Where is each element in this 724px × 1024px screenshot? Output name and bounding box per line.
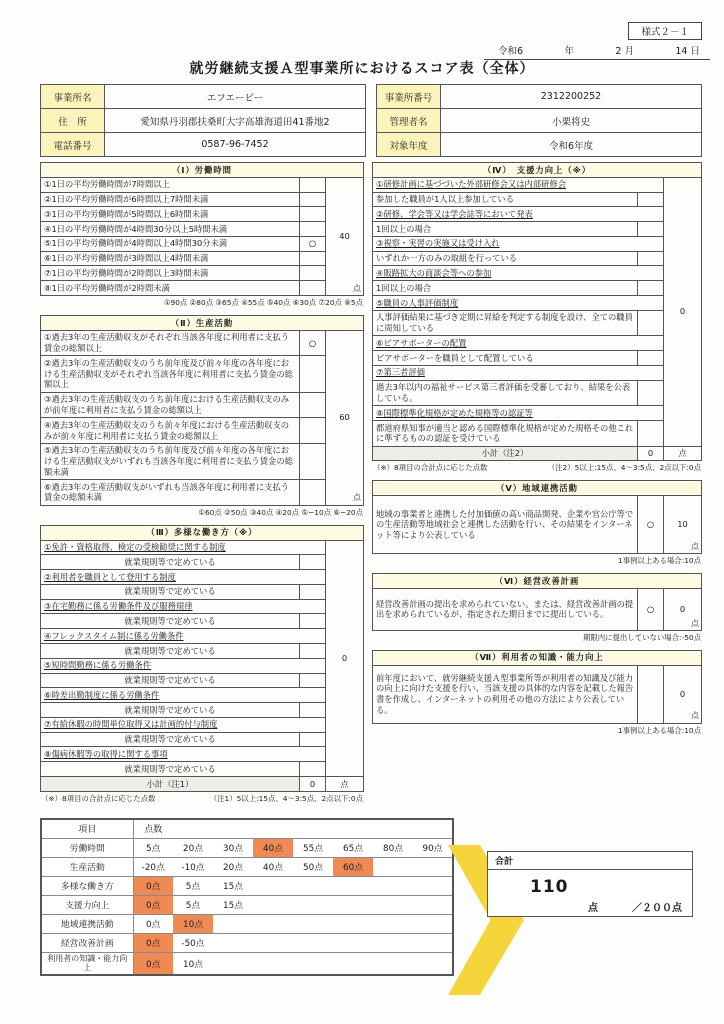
item-title: ④販路拡大の商談会等への参加 [373,266,664,281]
criteria-text: ①過去3年の生産活動収支がそれぞれ当該各年度に利用者に支払う賃金の総額以上 [41,330,300,356]
criteria-text: ⑤1日の平均労働時間が4時間以上4時間30分未満 [41,236,300,251]
section-header: （Ⅲ）多様な働き方（※） [41,525,364,540]
item-title: ⑤短時間勤務に係る労働条件 [41,658,326,673]
table-row [41,717,364,732]
summary-row-label: 多様な働き方 [41,876,133,895]
table-row [373,380,702,406]
mark-cell [299,418,325,444]
table-row [373,421,702,447]
criteria-text: ②1日の平均労働時間が6時間以上7時間未満 [41,192,300,207]
office-info-left [40,84,366,157]
mark-cell [637,421,663,447]
summary-row: 地域連携活動 0点 10点 [41,914,453,933]
condition-text: 就業規則等で定めている [41,555,300,570]
mark-cell [299,480,325,506]
summary-row: 支援力向上 0点 5点 15点 [41,895,453,914]
table-row [41,540,364,555]
condition-text: 過去3年以内の福祉サービス第三者評価を受審しており、結果を公表している。 [373,380,638,406]
mark-cell [300,673,326,688]
item-title: ⑥時差出勤制度に係る労働条件 [41,688,326,703]
item-title: ⑧傷病休暇等の取得に関する事項 [41,747,326,762]
date-day: 14 日 [675,46,700,57]
table-row [41,555,364,570]
selected-score-cell: 40点 [253,838,293,857]
criteria-text: ④過去3年の生産活動収支のうち前々年度における生産活動収支のみが前々年度に利用者に支払う賃金の総額以上 [41,418,300,444]
table-row [373,296,702,311]
mark-cell [300,762,326,777]
score-value: 0 [679,604,686,615]
total-max: ／２００点 [632,903,682,914]
condition-text: 参加した職員が1人以上参加している [373,192,638,207]
left-column [40,162,364,804]
condition-text: 就業規則等で定めている [41,644,300,659]
selected-score-cell: 0点 [133,895,173,914]
section-footnote: ①60点 ②50点 ③40点 ④20点 ⑤−10点 ⑥−20点 [198,507,363,517]
item-title: ⑦有給休暇の時間単位取得又は計画的付与制度 [41,717,326,732]
filler-cell [253,895,453,914]
section-support-improvement [372,162,702,461]
condition-text: いずれか一方のみの取組を行っている [373,251,638,266]
filler-cell [373,857,453,876]
table-row [41,266,364,281]
mark-cell [299,356,325,392]
date-month: 2 月 [615,46,634,57]
table-row [41,443,364,479]
table-row [373,281,702,296]
section-header: （Ⅶ）利用者の知識・能力向上 [373,650,702,665]
item-title: ②研修、学会等又は学会誌等において発表 [373,207,664,222]
table-row [41,480,364,506]
section-labor-hours [40,162,364,296]
score-unit: 点 [691,618,699,628]
field-label: 管理者名 [377,109,441,133]
table-row [41,673,364,688]
criteria-text: 地域の事業者と連携した付加価値の高い商品開発、企業や官公庁等での生産活動等地域社会と連携した活動を行い、その結果をインターネット等により公表している [373,496,638,554]
condition-text: 1回以上の場合 [373,222,638,237]
criteria-text: 経営改善計画の提出を求められていない。または、経営改善計画の提出を求められているが、指定された期日までに提出している。 [373,588,638,630]
item-title: ①研修計画に基づづいた外部研修会又は内部研修会 [373,177,664,192]
mark-cell [637,351,663,366]
table-row [41,703,364,718]
table-row [373,251,702,266]
score-cell [663,177,701,446]
mark-cell [299,266,325,281]
table-row [41,747,364,762]
filler-cell [213,914,453,933]
selected-score-cell: 60点 [333,857,373,876]
condition-text: 就業規則等で定めている [41,584,300,599]
date-era: 令和6 [498,46,524,57]
total-label: 合計 [488,852,692,870]
summary-row: 労働時間 5点 20点 30点 40点 55点 65点 80点 90点 [41,838,453,857]
mark-cell: ○ [637,496,663,554]
table-row [41,599,364,614]
office-info [40,84,702,157]
table-row [41,177,364,192]
item-title: ⑥ピアサポーターの配置 [373,336,664,351]
table-row [373,310,702,336]
criteria-text: ①1日の平均労働時間が7時間以上 [41,177,300,192]
office-number-value: 2312200252 [441,85,702,109]
score-value: 10 [677,519,688,530]
filler-cell [213,952,453,975]
mark-cell [300,614,326,629]
table-row [373,266,702,281]
section-header: （Ⅰ）労働時間 [41,163,364,178]
section-header: （Ⅵ）経営改善計画 [373,574,702,589]
table-row [41,109,366,133]
field-label: 住 所 [41,109,105,133]
total-value: 110 [530,877,569,897]
table-row [377,85,702,109]
subtotal-unit: 点 [663,446,701,461]
total-unit: 点 [588,903,598,914]
score-summary-table [40,818,454,976]
mark-cell [637,310,663,336]
item-title: ②利用者を職員として登用する制度 [41,570,326,585]
table-row [41,281,364,296]
address-value: 愛知県丹羽郡扶桑町大字高雄海道田41番地2 [105,109,366,133]
table-row [41,688,364,703]
phone-value: 0587-96-7452 [105,133,366,157]
mark-cell: ○ [299,330,325,356]
score-value: 40 [339,231,350,242]
section-header: （Ⅱ）生産活動 [41,316,364,331]
form-code-box: 様式２－１ [628,22,702,40]
criteria-text: 前年度において、就労継続支援Ａ型事業所等が利用者の知識及び能力の向上に向けた支援を行い、当該支援の具体的な内容を記載した報告書を作成し、インターネットの利用その他の方法により公表している。 [373,665,638,723]
condition-text: 就業規則等で定めている [41,614,300,629]
subtotal-value: 0 [300,777,326,792]
item-title: ③在宅勤務に係る労働条件及び服務規律 [41,599,326,614]
score-cell [664,588,702,630]
table-row [41,133,366,157]
section-community-activity [372,480,702,554]
section-header: （Ⅳ） 支援力向上（※） [373,163,702,178]
table-row [373,365,702,380]
item-title: ①免許・資格取得、検定の受検勧奨に関する制度 [41,540,326,555]
section-footnote: （※）8項目の合計点に応じた点数 （注1）5以上:15点、4～3:5点、2点以下:0点 [41,793,363,803]
score-value: 60 [339,412,350,423]
table-row [41,330,364,356]
summary-row-label: 支援力向上 [41,895,133,914]
field-label: 対象年度 [377,133,441,157]
mark-cell [299,192,325,207]
table-row [373,236,702,251]
table-row [373,207,702,222]
score-cell [325,177,363,295]
subtotal-value: 0 [637,446,663,461]
table-row [41,192,364,207]
table-row [373,192,702,207]
date-year-label: 年 [564,46,574,57]
table-row [41,732,364,747]
table-row [41,762,364,777]
condition-text: 就業規則等で定めている [41,673,300,688]
page-title: 就労継続支援Ａ型事業所におけるスコア表（全体） [189,61,535,77]
filler-cell [213,933,453,952]
mark-cell [637,665,663,723]
table-row [41,418,364,444]
table-row [41,356,364,392]
target-year-value: 令和6年度 [441,133,702,157]
table-row [41,629,364,644]
summary-row-label: 地域連携活動 [41,914,133,933]
score-unit: 点 [691,711,699,721]
section-footnote: （※）8項目の合計点に応じた点数 （注2）5以上:15点、4～3:5点、2点以下:0点 [373,463,701,473]
score-unit: 点 [353,283,361,293]
item-title: ⑤職員の人事評価制度 [373,296,664,311]
table-row [373,406,702,421]
table-row [373,336,702,351]
mark-cell [299,207,325,222]
condition-text: 就業規則等で定めている [41,762,300,777]
mark-cell: ○ [299,236,325,251]
field-label: 電話番号 [41,133,105,157]
mark-cell [299,392,325,418]
criteria-text: ②過去3年の生産活動収支のうち前年度及び前々年度の各年度における生産活動収支がそれぞれ当該各年度に利用者に支払う賃金の総額以上 [41,356,300,392]
summary-header-points: 点数 [133,819,173,838]
mark-cell [299,281,325,296]
section-header: （Ⅴ）地域連携活動 [373,481,702,496]
mark-cell [300,555,326,570]
total-footer [488,899,682,914]
mark-cell [637,281,663,296]
criteria-text: ⑥過去3年の生産活動収支がいずれも当該各年度に利用者に支払う賃金の総額未満 [41,480,300,506]
item-title: ④フレックスタイム制に係る労働条件 [41,629,326,644]
criteria-text: ③1日の平均労働時間が5時間以上6時間未満 [41,207,300,222]
office-info-right [376,84,702,157]
mark-cell [637,192,663,207]
criteria-text: ⑥1日の平均労働時間が3時間以上4時間未満 [41,251,300,266]
subtotal-label: 小計（注2） [373,446,638,461]
table-row [377,133,702,157]
manager-name-value: 小栗将史 [441,109,702,133]
section-user-knowledge [372,650,702,724]
mark-cell [299,251,325,266]
score-cell [663,665,701,723]
table-row [377,109,702,133]
score-unit: 点 [691,541,699,551]
mark-cell [300,732,326,747]
condition-text: 都道府県知事が適当と認める国際標準化規格が定めた規格その他これに準ずるものの認証を受けている [373,421,638,447]
section-diverse-work [40,525,364,792]
condition-text: 就業規則等で定めている [41,732,300,747]
section-footnote: ①90点 ②80点 ③65点 ④55点 ⑤40点 ⑥30点 ⑦20点 ⑧5点 [163,298,363,308]
condition-text: 人事評価結果に基づき定期に昇給を判定する制度を設け、全ての職員に周知している [373,310,638,336]
right-column [372,162,702,736]
criteria-text: ⑧1日の平均労働時間が2時間未満 [41,281,300,296]
mark-cell [637,380,663,406]
table-row [373,222,702,237]
section-management-plan [372,573,702,631]
score-value: 0 [341,652,348,663]
criteria-text: ③過去3年の生産活動収支のうち前年度における生産活動収支のみが前年度に利用者に支払う賃金の総額以上 [41,392,300,418]
table-row [41,251,364,266]
office-name-value: エフエービー [105,85,366,109]
table-row [41,236,364,251]
table-row [41,570,364,585]
table-row [373,588,702,630]
section-production [40,315,364,506]
field-label: 事業所番号 [377,85,441,109]
criteria-text: ④1日の平均労働時間が4時間30分以上5時間未満 [41,222,300,237]
summary-row-label: 労働時間 [41,838,133,857]
subtotal-unit: 点 [326,777,364,792]
mark-cell [299,177,325,192]
table-row [41,584,364,599]
criteria-text: ⑤過去3年の生産活動収支のうち前年度及び前々年度の各年度における生産活動収支がいずれも当該各年度に利用者に支払う賃金の総額未満 [41,443,300,479]
mark-cell [299,222,325,237]
score-value: 0 [679,306,686,317]
mark-cell [299,443,325,479]
table-row [41,85,366,109]
table-row [41,614,364,629]
item-title: ⑧国際標準化規格が定めた規格等の認証等 [373,406,664,421]
selected-score-cell: 0点 [133,876,173,895]
condition-text: 就業規則等で定めている [41,703,300,718]
table-row [41,392,364,418]
condition-text: ピアサポーターを職員として配置している [373,351,638,366]
summary-header-row [41,819,453,838]
total-score-box [487,851,693,917]
condition-text: 1回以上の場合 [373,281,638,296]
score-value: 0 [679,688,686,699]
score-cell [326,540,364,777]
selected-score-cell: 10点 [173,914,213,933]
summary-row: 経営改善計画 0点 -50点 [41,933,453,952]
table-row [41,207,364,222]
section-footnote: 1事例以上ある場合:10点 [617,725,701,735]
mark-cell [300,703,326,718]
score-cell [325,330,363,505]
mark-cell: ○ [638,588,664,630]
table-row [41,658,364,673]
criteria-text: ⑦1日の平均労働時間が2時間以上3時間未満 [41,266,300,281]
table-row [41,222,364,237]
table-row [41,644,364,659]
mark-cell [300,644,326,659]
summary-header-item: 項目 [41,819,133,838]
summary-row-label: 生産活動 [41,857,133,876]
section-footnote: 1事例以上ある場合:10点 [617,556,701,566]
item-title: ⑦第三者評価 [373,365,664,380]
summary-row: 多様な働き方 0点 5点 15点 [41,876,453,895]
field-label: 事業所名 [41,85,105,109]
subtotal-row [41,777,364,792]
summary-row: 生産活動 -20点 -10点 20点 40点 50点 60点 [41,857,453,876]
subtotal-row [373,446,702,461]
table-row [373,351,702,366]
summary-row-label: 経営改善計画 [41,933,133,952]
mark-cell [637,222,663,237]
score-unit: 点 [353,493,361,503]
filler-cell [253,876,453,895]
score-summary [40,818,454,976]
selected-score-cell: 0点 [133,933,173,952]
filler-cell [173,819,453,838]
table-row [373,496,702,554]
mark-cell [637,251,663,266]
summary-row: 利用者の知識・能力向上 0点 10点 [41,952,453,975]
subtotal-label: 小計（注1） [41,777,300,792]
mark-cell [300,584,326,599]
table-row [373,177,702,192]
selected-score-cell: 0点 [133,952,173,975]
score-cell [663,496,701,554]
item-title: ③視察・実習の実施又は受け入れ [373,236,664,251]
table-row [373,665,702,723]
section-footnote: 期限内に提出していない場合:-50点 [582,632,701,642]
summary-row-label: 利用者の知識・能力向上 [41,952,133,975]
